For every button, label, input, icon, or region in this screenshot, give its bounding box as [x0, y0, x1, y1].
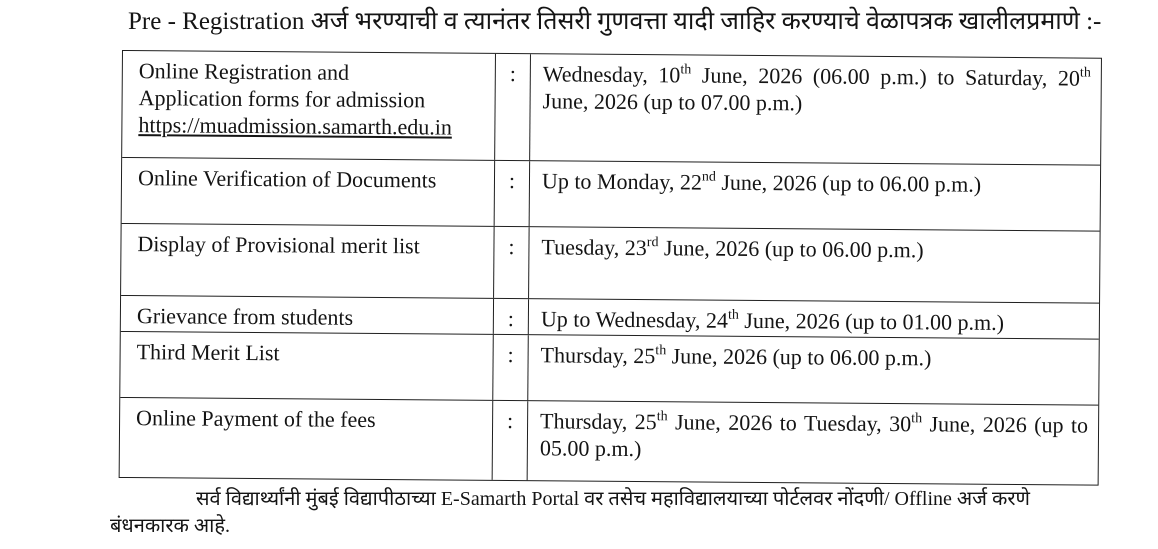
row-value: Up to Wednesday, 24th June, 2026 (up to 01.00 p.m.)	[540, 306, 1005, 335]
table-row-third-merit-list	[120, 331, 1098, 405]
table-row-provisional-merit-list	[121, 223, 1100, 303]
row-value: Thursday, 25th June, 2026 to Tuesday, 30th June, 2026 (up to 05.00 p.m.)	[539, 408, 1089, 462]
row-label: Third Merit List	[136, 339, 280, 366]
admission-schedule-table	[119, 50, 1102, 486]
row-separator: :	[492, 335, 529, 400]
row-value: Thursday, 25th June, 2026 (up to 06.00 p.m.)	[540, 342, 932, 371]
row-separator: :	[494, 54, 531, 160]
footnote-line: सर्व विद्यार्थ्यांनी मुंबई विद्यापीठाच्या E-Samarth Portal वर तसेच महाविद्यालयाच्या पोर्टलवर नोंदणी/ Offline अर्ज करणे	[196, 488, 1031, 510]
row-separator: :	[493, 299, 529, 334]
table-row-document-verification	[122, 157, 1100, 231]
row-label: Online Verification of Documents	[137, 165, 437, 193]
row-separator: :	[492, 401, 529, 480]
schedule-heading: Pre - Registration अर्ज भरण्याची व त्यानंतर तिसरी गुणवत्ता यादी जाहिर करण्याचे वेळापत्रक खालीलप्रमाणे :-	[128, 8, 1102, 35]
row-label-line: Application forms for admission	[138, 85, 426, 113]
table-row-fee-payment	[120, 397, 1099, 485]
row-value: Up to Monday, 22nd June, 2026 (up to 06.00 p.m.)	[541, 168, 982, 197]
row-label: Online Payment of the fees	[136, 405, 376, 433]
row-label: Display of Provisional merit list	[137, 231, 420, 259]
row-separator: :	[493, 227, 530, 298]
registration-footnote	[110, 486, 1100, 540]
row-separator: :	[494, 161, 531, 226]
row-label: Grievance from students	[136, 303, 354, 330]
row-value: Wednesday, 10th June, 2026 (06.00 p.m.) to Saturday, 20th June, 2026 (up to 07.00 p.m.)	[542, 61, 1091, 116]
admission-portal-link[interactable]: https://muadmission.samarth.edu.in	[138, 112, 452, 140]
row-value: Tuesday, 23rd June, 2026 (up to 06.00 p.m.)	[541, 234, 924, 263]
row-label	[122, 51, 495, 160]
footnote-line: बंधनकारक आहे.	[110, 515, 230, 537]
row-label-line: Online Registration and	[138, 58, 350, 85]
table-row-online-registration	[122, 51, 1101, 165]
